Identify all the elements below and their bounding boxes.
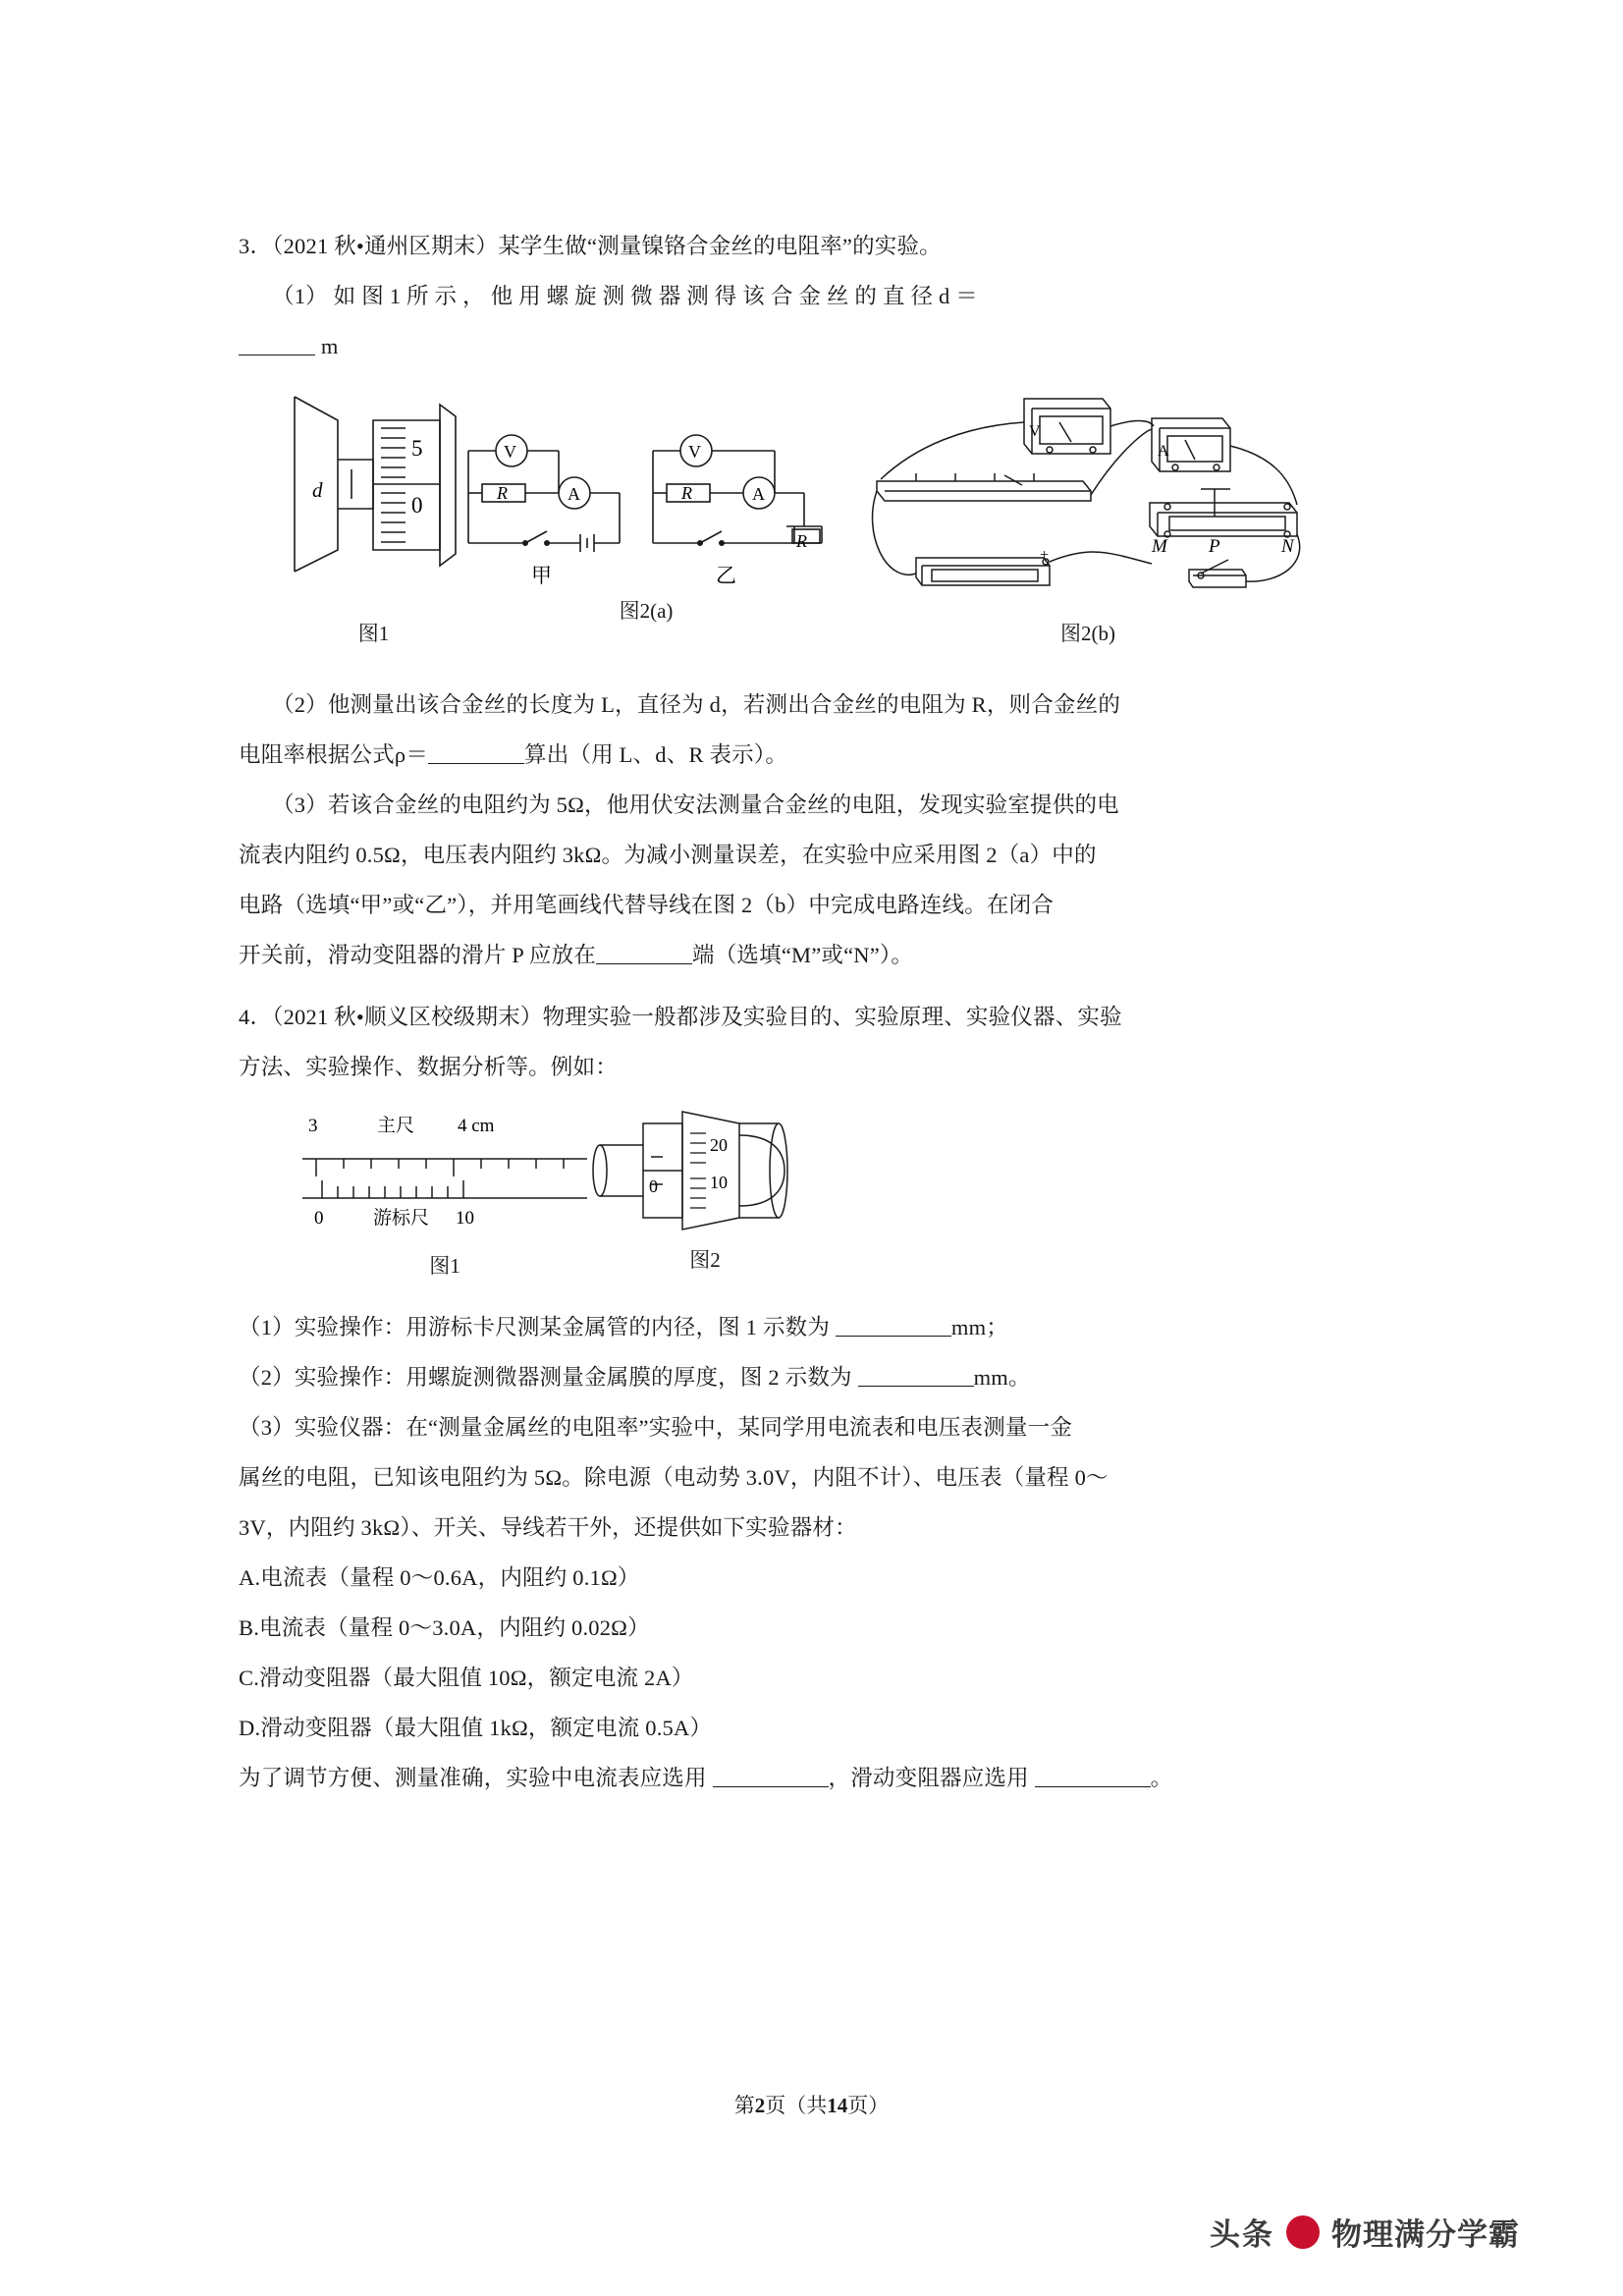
question-3-figures: [239, 379, 1397, 674]
question-4-part-1-text-a: （1）实验操作：用游标卡尺测某金属管的内径，图 1 示数为: [239, 1315, 831, 1339]
watermark: [1210, 2210, 1520, 2254]
question-3-part-1-line-1: [239, 271, 1397, 321]
page-footer: [0, 2090, 1623, 2119]
question-4-closing-text-b: ，滑动变阻器应选用: [828, 1766, 1029, 1790]
figure-vernier-caption: 图1: [429, 1254, 460, 1278]
question-3-part-2-text-c: 算出（用 L、d、R 表示）。: [524, 742, 788, 767]
question-4-stem: [239, 992, 1397, 1042]
apparatus-voltmeter-label: V: [1029, 423, 1041, 440]
answer-blank-diameter[interactable]: [239, 331, 315, 355]
footer-page-number: 2: [754, 2094, 766, 2117]
vernier-main-scale-label: 主尺: [377, 1116, 415, 1136]
apparatus-label-plus: +: [1040, 547, 1050, 564]
vernier-scale-label: 游标尺: [373, 1208, 430, 1229]
circuit-a-ammeter-label: A: [568, 484, 580, 504]
question-3-part-2-text-b: 电阻率根据公式ρ＝: [239, 742, 429, 767]
question-4-part-3-line-1: [239, 1402, 1397, 1452]
apparatus-2b-svg: [857, 387, 1319, 613]
page-content: [239, 221, 1397, 1809]
question-4-part-2: [239, 1352, 1397, 1402]
question-3-stem: [239, 221, 1397, 271]
question-4-closing-text-a: 为了调节方便、测量准确，实验中电流表应选用: [239, 1766, 707, 1790]
question-3-number: 3: [239, 234, 250, 258]
answer-blank-micrometer-reading[interactable]: [858, 1362, 974, 1387]
circuit-b-voltmeter-label: V: [688, 442, 701, 462]
figure-apparatus-2b: [857, 387, 1319, 647]
question-3: [239, 221, 1397, 980]
circuit-b-rheostat-label: R: [796, 531, 807, 551]
figure-1-caption: 图1: [357, 622, 390, 645]
micrometer-1-label-d: d: [312, 478, 323, 502]
watermark-logo: 头条: [1210, 2217, 1274, 2252]
figure-micrometer-2-caption: 图2: [689, 1248, 721, 1272]
question-3-part-2-text-a: （2）他测量出该合金丝的长度为 L，直径为 d，若测出合金丝的电阻为 R，则合金丝的: [272, 692, 1121, 717]
question-3-part-3-text-b: 流表内阻约 0.5Ω，电压表内阻约 3kΩ。为减小测量误差，在实验中应采用图 2（a）中的: [239, 843, 1097, 867]
watermark-badge-icon: [1286, 2215, 1320, 2249]
question-3-stem-text: ．（2021 秋•通州区期末）某学生做“测量镍铬合金丝的电阻率”的实验。: [249, 234, 942, 258]
option-D-text: D.滑动变阻器（最大阻值 1kΩ，额定电流 0.5A）: [239, 1716, 713, 1740]
vernier-tick-10: 10: [456, 1208, 474, 1229]
question-4-number: 4: [239, 1005, 250, 1029]
apparatus-label-N: N: [1281, 536, 1294, 557]
micrometer-1-label-0: 0: [411, 493, 423, 518]
circuit-a-resistor-label: R: [497, 483, 508, 503]
question-3-part-2-line-2: [239, 730, 1397, 780]
option-B-text: B.电流表（量程 0～3.0A，内阻约 0.02Ω）: [239, 1615, 650, 1640]
question-4-part-3-text-c: 3V，内阻约 3kΩ）、开关、导线若干外，还提供如下实验器材：: [239, 1515, 857, 1540]
micrometer-1-label-5: 5: [411, 436, 423, 461]
question-4-stem-line2: [239, 1042, 1397, 1092]
circuit-a-voltmeter-label: V: [504, 442, 516, 462]
question-4-stem-text: ．（2021 秋•顺义区校级期末）物理实验一般都涉及实验目的、实验原理、实验仪器、实验: [249, 1005, 1122, 1029]
option-D: [239, 1703, 1397, 1753]
question-3-part-3-text-d: 开关前，滑动变阻器的滑片 P 应放在: [239, 943, 597, 967]
question-3-part-1-unit: m: [320, 334, 339, 358]
figure-circuit-2a: [464, 433, 828, 625]
question-4-part-3-text-b: 属丝的电阻，已知该电阻约为 5Ω。除电源（电动势 3.0V，内阻不计）、电压表（量程 0～: [239, 1465, 1109, 1490]
option-C: [239, 1653, 1397, 1703]
answer-blank-vernier-reading[interactable]: [836, 1312, 951, 1337]
question-3-part-2-line-1: [239, 680, 1397, 730]
question-4-part-2-text-b: mm。: [973, 1365, 1031, 1390]
vernier-svg: [293, 1108, 597, 1245]
question-4-figures: [239, 1102, 1397, 1298]
question-4: [239, 992, 1397, 1803]
circuit-2a-svg: [464, 433, 828, 590]
micrometer-2-svg: [592, 1102, 818, 1239]
question-4-closing-text-c: 。: [1150, 1766, 1173, 1790]
vernier-tick-4cm: 4 cm: [458, 1116, 495, 1136]
question-3-part-1-line-2: [239, 321, 1397, 371]
question-3-part-3-line-4: [239, 930, 1397, 980]
question-3-part-3-line-2: [239, 830, 1397, 880]
micrometer-2-label-20: 20: [710, 1135, 728, 1155]
micrometer-2-label-10: 10: [710, 1173, 728, 1192]
circuit-label-jia: 甲: [531, 564, 552, 587]
vernier-tick-3: 3: [308, 1116, 318, 1136]
apparatus-label-P: P: [1209, 536, 1220, 557]
option-C-text: C.滑动变阻器（最大阻值 10Ω，额定电流 2A）: [239, 1666, 694, 1690]
vernier-tick-0: 0: [314, 1208, 324, 1229]
question-4-part-3-text-a: （3）实验仪器：在“测量金属丝的电阻率”实验中，某同学用电流表和电压表测量一金: [239, 1415, 1073, 1440]
answer-blank-ammeter-choice[interactable]: [713, 1763, 829, 1787]
question-4-part-1: [239, 1302, 1397, 1352]
answer-blank-slider-position[interactable]: [596, 940, 692, 964]
question-4-part-2-text-a: （2）实验操作：用螺旋测微器测量金属膜的厚度，图 2 示数为: [239, 1365, 852, 1390]
footer-total-pages: 14: [827, 2094, 848, 2117]
circuit-b-ammeter-label: A: [752, 484, 765, 504]
question-3-part-3-text-c: 电路（选填“甲”或“乙”），并用笔画线代替导线在图 2（b）中完成电路连线。在闭合: [239, 893, 1055, 917]
micrometer-2-label-0: 0: [649, 1176, 658, 1196]
option-A-text: A.电流表（量程 0～0.6A，内阻约 0.1Ω）: [239, 1565, 640, 1590]
watermark-text: 物理满分学霸: [1331, 2217, 1520, 2252]
question-4-part-3-line-3: [239, 1503, 1397, 1553]
question-3-part-1-text: （1） 如 图 1 所 示 ， 他 用 螺 旋 测 微 器 测 得 该 合 金 丝 的 直 径 d ＝: [272, 284, 978, 308]
footer-suffix: 页）: [847, 2094, 890, 2117]
footer-middle: 页（共: [765, 2094, 828, 2117]
question-4-part-1-text-b: mm；: [950, 1315, 1008, 1339]
answer-blank-rho[interactable]: [428, 739, 524, 764]
question-3-part-3-text-e: 端（选填“M”或“N”）。: [692, 943, 914, 967]
figure-2a-caption: 图2(a): [619, 599, 674, 623]
apparatus-ammeter-label: A: [1158, 443, 1169, 460]
figure-2b-caption: 图2(b): [1060, 622, 1115, 645]
question-3-part-3-line-3: [239, 880, 1397, 930]
option-A: [239, 1553, 1397, 1603]
footer-prefix: 第: [733, 2094, 755, 2117]
question-4-part-3-line-2: [239, 1452, 1397, 1503]
figure-micrometer-1: [283, 387, 464, 647]
question-4-closing: [239, 1753, 1397, 1803]
option-B: [239, 1603, 1397, 1653]
question-4-stem-text-2: 方法、实验操作、数据分析等。例如：: [239, 1055, 618, 1079]
question-3-part-3-text-a: （3）若该合金丝的电阻约为 5Ω，他用伏安法测量合金丝的电阻，发现实验室提供的电: [272, 793, 1119, 817]
answer-blank-rheostat-choice[interactable]: [1035, 1763, 1151, 1787]
figure-vernier-caliper: [293, 1108, 597, 1280]
apparatus-label-M: M: [1152, 536, 1167, 557]
figure-micrometer-2: [592, 1102, 818, 1274]
question-3-part-3-line-1: [239, 780, 1397, 830]
micrometer-1-svg: [283, 387, 464, 613]
circuit-b-resistor-label: R: [681, 483, 692, 503]
circuit-label-yi: 乙: [716, 564, 736, 587]
